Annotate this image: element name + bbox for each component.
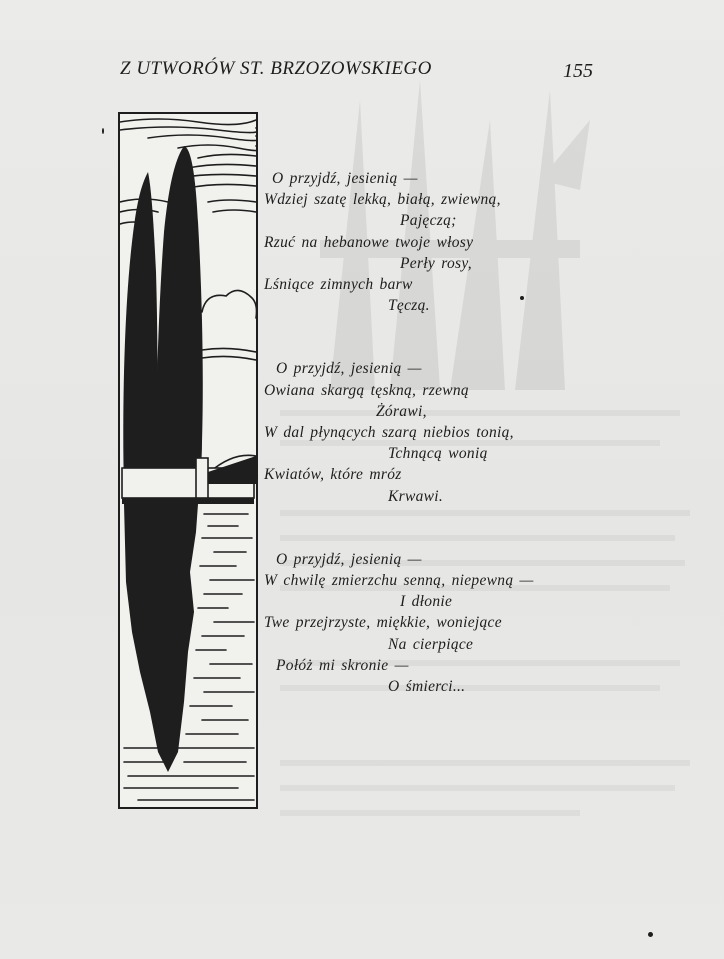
poem-line: Połóż mi skronie — — [276, 656, 409, 674]
page-number: 155 — [563, 60, 593, 82]
poem-line: Krwawi. — [388, 487, 444, 505]
poem-line: Żórawi, — [376, 402, 427, 420]
cypress-lake-landscape-icon — [118, 112, 258, 809]
poem-line: O przyjdź, jesienią — — [276, 550, 422, 568]
stanza-1 — [264, 168, 604, 316]
poem-line: Owiana skargą tęskną, rzewną — [264, 381, 469, 399]
poem-line: Wdziej szatę lekką, białą, zwiewną, — [264, 191, 501, 209]
poem-line: Kwiatów, które mróz — [264, 466, 402, 484]
poem-line: W chwilę zmierzchu senną, niepewną — — [264, 572, 534, 590]
stanza-3 — [264, 549, 604, 697]
poem-line: Rzuć na hebanowe twoje włosy — [264, 233, 474, 251]
running-title: Z UTWORÓW ST. BRZOZOWSKIEGO — [120, 58, 432, 79]
ink-speck — [102, 128, 104, 134]
poem — [264, 168, 604, 697]
poem-line: Tchnącą wonią — [388, 445, 488, 463]
poem-line: Perły rosy, — [400, 254, 472, 272]
poem-line: O przyjdź, jesienią — — [276, 360, 422, 378]
poem-line: Pajęczą; — [400, 212, 457, 230]
poem-line: Lśniące zimnych barw — [264, 276, 413, 294]
stanza-2 — [264, 358, 604, 506]
poem-line: I dłonie — [400, 593, 453, 611]
poem-line: O śmierci... — [388, 678, 466, 696]
ink-speck — [520, 296, 524, 300]
poem-line: Na cierpiące — [388, 635, 474, 653]
ink-speck — [648, 932, 653, 937]
poem-line: Tęczą. — [388, 297, 430, 315]
poem-line: W dal płynących szarą niebios tonią, — [264, 424, 514, 442]
poem-line: O przyjdź, jesienią — — [272, 170, 418, 187]
poem-line: Twe przejrzyste, miękkie, woniejące — [264, 614, 502, 632]
